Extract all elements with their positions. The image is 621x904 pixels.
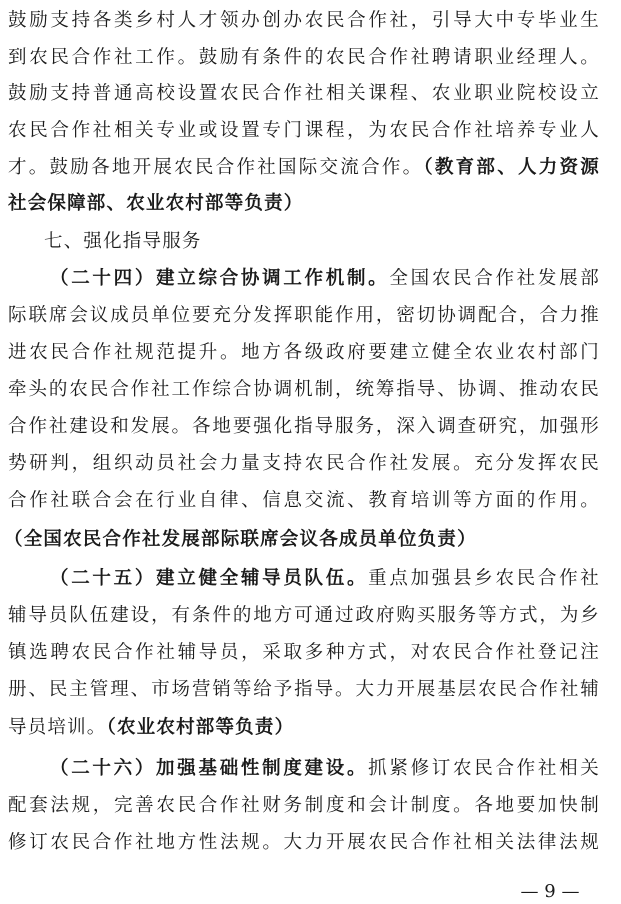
item-heading: （二十六）加强基础性制度建设。 bbox=[50, 758, 369, 779]
body-text: 导员培训。 bbox=[8, 717, 107, 738]
item-24-first-line bbox=[50, 265, 600, 293]
body-text-line: 辅导员队伍建设，有条件的地方可通过政府购买服务等方式，为乡 bbox=[8, 605, 600, 626]
section-heading: 七、强化指导服务 bbox=[44, 231, 202, 252]
body-text-line: 到农民合作社工作。鼓励有条件的农民合作社聘请职业经理人。 bbox=[8, 47, 600, 68]
body-text-line: 合作社建设和发展。各地要强化指导服务，深入调查研究，加强形 bbox=[8, 416, 600, 437]
body-text-line: 牵头的农民合作社工作综合协调机制，统筹指导、协调、推动农民 bbox=[8, 379, 600, 400]
responsibility-note: （全国农民合作社发展部际联席会议各成员单位负责） bbox=[4, 529, 477, 550]
body-text-line: 势研判，组织动员社会力量支持农民合作社发展。充分发挥农民 bbox=[8, 453, 600, 474]
body-text-line: 农民合作社相关专业或设置专门课程，为农民合作社培养专业人 bbox=[8, 120, 600, 141]
body-text: 重点加强县乡农民合作社 bbox=[368, 568, 600, 589]
item-heading: （二十四）建立综合协调工作机制。 bbox=[50, 268, 390, 289]
body-text-line: 进农民合作社规范提升。地方各级政府要建立健全农业农村部门 bbox=[8, 342, 600, 363]
body-text-line bbox=[4, 526, 596, 554]
body-text-line: 鼓励支持普通高校设置农民合作社相关课程、农业职业院校设立 bbox=[8, 83, 600, 104]
item-heading: （二十五）建立健全辅导员队伍。 bbox=[50, 568, 369, 589]
body-text-line: 际联席会议成员单位要充分发挥职能作用，密切协调配合，合力推 bbox=[8, 305, 600, 326]
item-26-first-line bbox=[50, 755, 600, 783]
body-text-line: 配套法规，完善农民合作社财务制度和会计制度。各地要加快制 bbox=[8, 795, 600, 816]
body-text-line: 镇选聘农民合作社辅导员，采取多种方式，对农民合作社登记注 bbox=[8, 642, 600, 663]
body-text: 才。鼓励各地开展农民合作社国际交流合作。 bbox=[8, 157, 424, 178]
body-text-line: 册、民主管理、市场营销等给予指导。大力开展基层农民合作社辅 bbox=[8, 679, 600, 700]
responsibility-note: （教育部、人力资源 bbox=[423, 157, 600, 178]
responsibility-note: 社会保障部、农业农村部等负责） bbox=[8, 193, 304, 214]
body-text-line: 合作社联合会在行业自律、信息交流、教育培训等方面的作用。 bbox=[8, 490, 600, 511]
body-text-line: 鼓励支持各类乡村人才领办创办农民合作社，引导大中专毕业生 bbox=[8, 10, 600, 31]
page-number: — 9 — bbox=[520, 881, 580, 902]
responsibility-note: （农业农村部等负责） bbox=[106, 717, 295, 738]
body-text-line bbox=[8, 190, 600, 218]
body-text-line bbox=[8, 154, 600, 182]
item-25-first-line bbox=[50, 565, 600, 593]
body-text-line bbox=[8, 714, 600, 742]
body-text-line: 修订农民合作社地方性法规。大力开展农民合作社相关法律法规 bbox=[8, 832, 600, 853]
body-text: 抓紧修订农民合作社相关 bbox=[368, 758, 600, 779]
body-text: 全国农民合作社发展部 bbox=[389, 268, 600, 289]
